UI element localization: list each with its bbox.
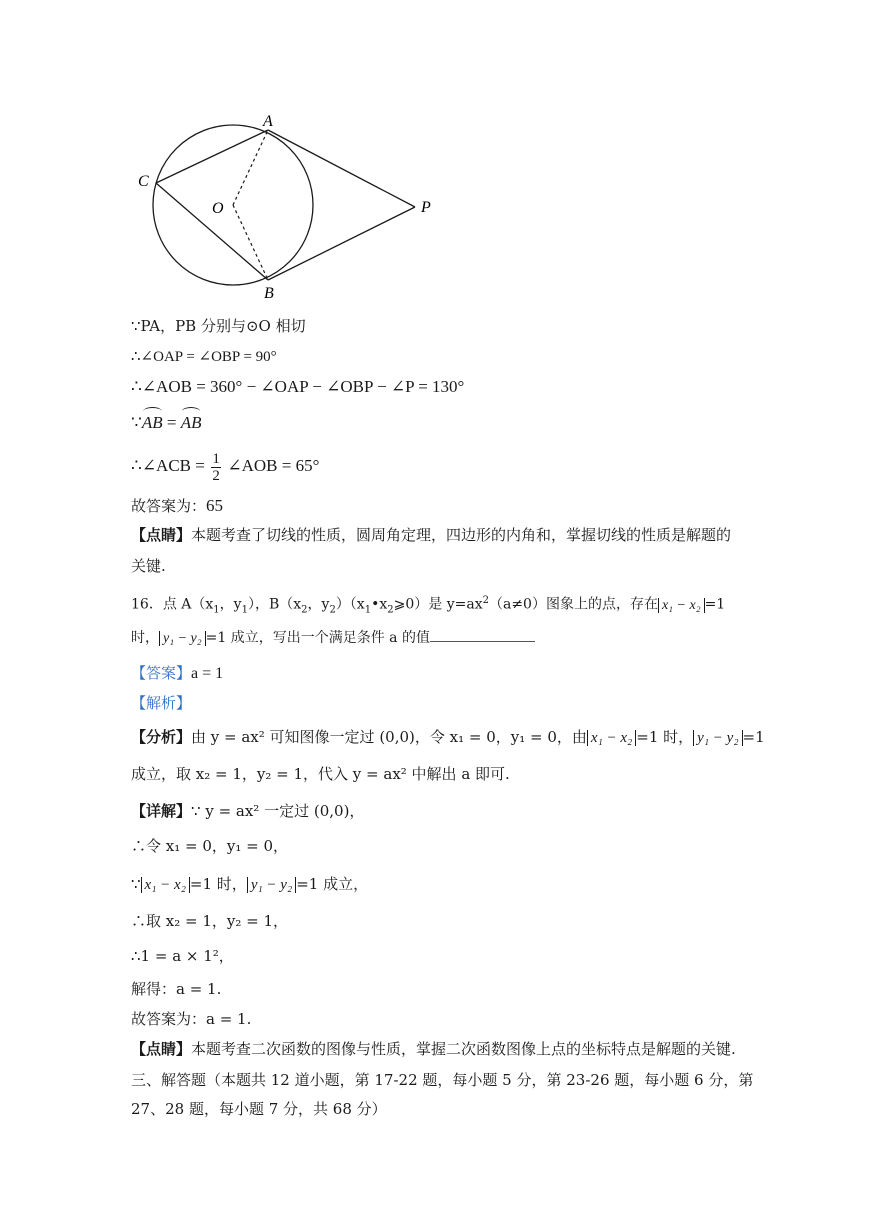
because: ∵	[131, 875, 141, 893]
segment-pb	[268, 207, 415, 280]
sol15-line1: ∵PA，PB 分别与⊙O 相切	[131, 317, 306, 335]
sol15-comment-line1	[131, 524, 731, 546]
xiangjie-line2: ∴令 x₁ = 0，y₁ = 0，	[131, 837, 289, 855]
q16-answer	[131, 662, 223, 685]
xiangjie-line1	[131, 800, 364, 822]
fenxi-text-a: 由 y = ax² 可知图像一定过 (0,0)，令 x₁ = 0，y₁ = 0，由	[191, 728, 587, 746]
comment-tag: 【点睛】	[131, 526, 192, 544]
abs-y1-y2: y₁ − y₂	[247, 877, 296, 893]
q16-stem-line2	[131, 627, 535, 650]
sol15-line5	[131, 448, 319, 484]
xiangjie-line5: ∴1 = a × 1²，	[131, 947, 234, 965]
segment-cb	[156, 183, 268, 280]
q16-stem-2b: =1 成立，写出一个满足条件 a 的值	[205, 630, 430, 646]
xiangjie-text: ∵ y = ax² 一定过 (0,0)，	[191, 802, 365, 820]
fenxi-line1	[131, 726, 765, 749]
fenxi-line2: 成立，取 x₂ = 1，y₂ = 1，代入 y = ax² 中解出 a 即可.	[131, 765, 510, 783]
sub: 1	[213, 604, 220, 616]
label-c: C	[138, 173, 149, 190]
equals: =	[162, 413, 181, 432]
label-b: B	[264, 285, 274, 302]
xiangjie-tag: 【详解】	[131, 802, 192, 820]
xj-text-c: =1 成立，	[296, 875, 369, 893]
fenxi-tag: 【分析】	[131, 728, 192, 746]
label-a: A	[263, 113, 273, 130]
therefore-angle-acb: ∴∠ACB =	[131, 456, 205, 475]
q16-stem-d: ，y	[307, 596, 330, 613]
answer-value: 65	[206, 496, 224, 515]
q16-stem-a: 16．点 A（x	[131, 596, 214, 613]
q16-stem-line1	[131, 590, 725, 621]
comment-text: 本题考查二次函数的图像与性质，掌握二次函数图像上点的坐标特点是解题的关键.	[191, 1040, 736, 1058]
fraction-one-half	[211, 451, 221, 484]
q16-stem-g: ⩾0）是 y=ax	[393, 596, 483, 613]
angle-aob-result: ∠AOB = 65°	[227, 456, 320, 475]
xiangjie-line7: 故答案为：a = 1.	[131, 1010, 252, 1028]
q16-stem-b: ，y	[219, 596, 242, 613]
segment-oa	[233, 130, 268, 205]
sol15-comment-line2: 关键.	[131, 557, 166, 575]
denominator: 2	[212, 467, 220, 484]
label-p: P	[421, 199, 431, 216]
xiangjie-line4: ∴取 x₂ = 1，y₂ = 1，	[131, 912, 289, 930]
sub: 2	[387, 604, 394, 616]
abs-x1-x2: x₁ − x₂	[141, 877, 190, 893]
section3-line2: 27、28 题，每小题 7 分，共 68 分）	[131, 1100, 387, 1118]
sub: 2	[329, 604, 336, 616]
segment-ca	[156, 130, 268, 183]
analysis-tag: 【解析】	[131, 694, 192, 712]
q16-comment	[131, 1038, 736, 1060]
xiangjie-line6: 解得：a = 1.	[131, 980, 222, 998]
answer-tag: 【答案】	[131, 664, 192, 682]
q16-stem-2a: 时，	[131, 630, 159, 646]
xiangjie-line3	[131, 873, 368, 896]
because-symbol: ∵	[131, 413, 142, 432]
arc-ab-1: AB	[141, 413, 163, 432]
numerator: 1	[212, 450, 220, 467]
arc-ab-2: AB	[180, 413, 202, 432]
circle-tangent-figure	[120, 105, 450, 310]
sol15-line2: ∴∠OAP = ∠OBP = 90°	[131, 349, 277, 365]
sub: 1	[364, 604, 372, 616]
sub: 2	[301, 604, 308, 616]
answer-value: a = 1	[191, 665, 224, 682]
segment-pa	[268, 130, 415, 207]
fenxi-text-b: =1 时，	[636, 728, 694, 746]
comment-tag: 【点睛】	[131, 1040, 192, 1058]
q16-stem-c: ），B（x	[247, 596, 302, 613]
sol15-line3: ∴∠AOB = 360° − ∠OAP − ∠OBP − ∠P = 130°	[131, 377, 465, 396]
sol15-answer	[131, 495, 223, 517]
xj-text-b: =1 时，	[189, 875, 247, 893]
comment-text: 本题考查了切线的性质，圆周角定理，四边形的内角和，掌握切线的性质是解题的	[191, 526, 732, 544]
abs-x1-x2: x₁ − x₂	[587, 730, 636, 746]
sol15-line4	[131, 412, 201, 434]
abs-x1-x2: x₁ − x₂	[658, 598, 705, 613]
answer-blank	[430, 627, 535, 642]
section3-line1: 三、解答题（本题共 12 道小题，第 17-22 题，每小题 5 分，第 23-26 题，每小题 6 分，第	[131, 1071, 754, 1089]
fenxi-text-c: =1	[742, 728, 765, 746]
q16-stem-i: =1	[704, 596, 726, 613]
abs-y1-y2: y₁ − y₂	[693, 730, 742, 746]
label-o: O	[212, 200, 224, 217]
q16-stem-f: •x	[371, 596, 388, 613]
abs-y1-y2: y₁ − y₂	[159, 631, 206, 646]
q16-stem-h: （a≠0）图象上的点，存在	[488, 596, 658, 613]
sup: 2	[482, 595, 489, 606]
q16-stem-e: ）（x	[335, 596, 365, 613]
sub: 1	[241, 604, 248, 616]
segment-ob	[233, 205, 268, 280]
answer-label: 故答案为：	[131, 497, 207, 515]
